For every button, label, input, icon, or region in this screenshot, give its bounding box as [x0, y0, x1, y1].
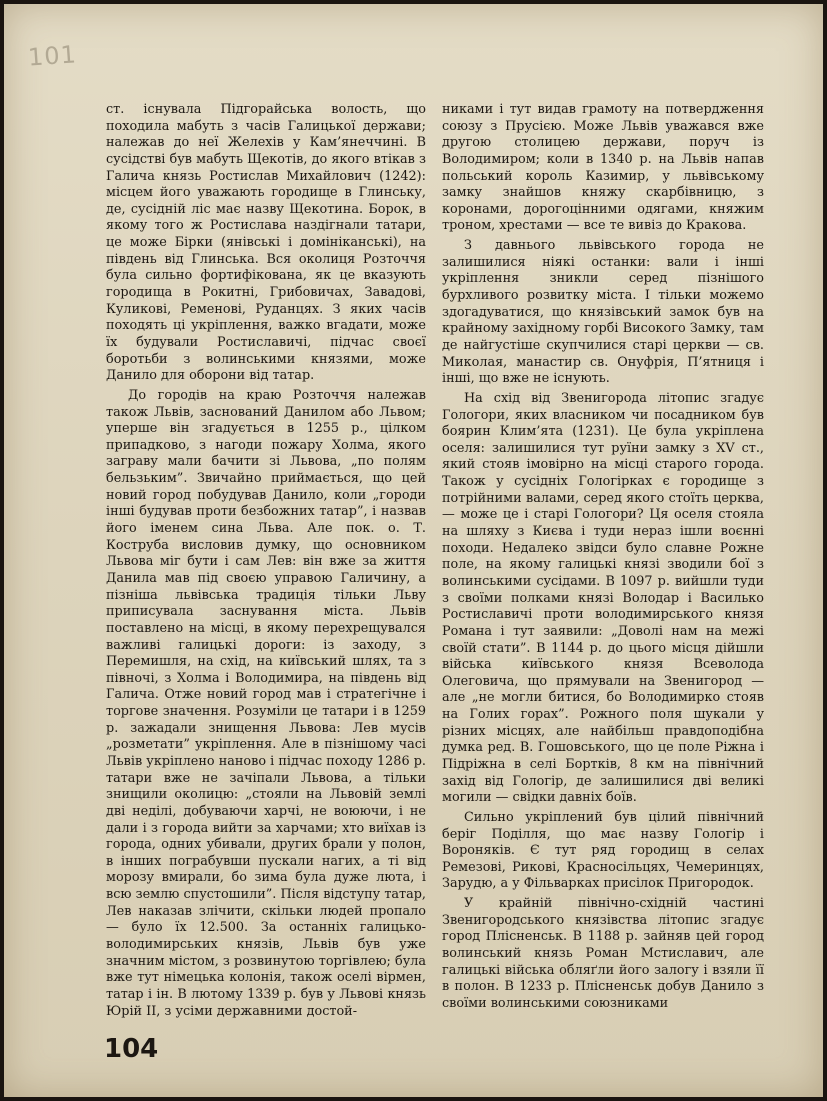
paragraph: никами і тут видав грамоту на потвердження союзу з Прусією. Може Львів уважався вже другою столицею держави, поруч із Володимиром; коли в 1340 р. на Львів напав польський король Казимир, у львівському замку знайшов княжу скарбівницю, з коронами, дорогоцінними одягами, княжим троном, хрестами — все те вивіз до Кракова.	[442, 102, 764, 234]
right-text-column	[442, 102, 764, 1013]
paragraph: Сильно укріплений був цілий північний беріг Поділля, що має назву Гологір і Вороняків. Є тут ряд городищ в селах Ремезові, Рикові, Красносільцях, Чемеринцях, Зарудю, а у Фільварках присілок Пригородок.	[442, 809, 764, 892]
page-number: 104	[104, 1034, 159, 1064]
book-page	[4, 4, 823, 1097]
left-text-column	[106, 102, 426, 1020]
handwritten-page-note: 101	[27, 40, 78, 72]
paragraph: З давнього львівського города не залишилися ніякі останки: вали і інші укріплення зникли серед пізнішого бурхливого розвитку міста. І тільки можемо здогадуватися, що князівський замок був на крайному західному горбі Високого Замку, там де найгустіше скупчилися старі церкви — св. Миколая, манастир св. Онуфрія, П’ятниця і інші, що вже не існують.	[442, 238, 764, 387]
paragraph: До городів на краю Розточчя належав також Львів, заснований Данилом або Львом; уперше він згадується в 1255 р., цілком припадково, з нагоди пожару Холма, якого заграву мали бачити зі Львова, „по полям бельзьким”. Звичайно приймається, що цей новий город побудував Данило, коли „городи інші будував проти безбожних татар”, і назвав його іменем сина Льва. Але пок. о. Т. Коструба висловив думку, що основником Львова міг бути і сам Лев: він вже за життя Данила мав під своєю управою Галичину, а пізніша львівська традиція тільки Льву приписувала заснування міста. Львів поставлено на місці, в якому перехрещувался важливі галицькі дороги: із заходу, з Перемишля, на схід, на київський шлях, та з півночі, з Холма і Володимира, на південь від Галича. Отже новий город мав і стратегічне і торгове значення. Розуміли це татари і в 1259 р. зажадали знищення Львова: Лев мусів „розметати” укріплення. Але в пізнішому часі Львів укріплено наново і підчас походу 1286 р. татари вже не зачіпали Львова, а тільки знищили околицю: „стояли на Львовій землі дві неділі, добуваючи харчі, не воюючи, і не дали і з города вийти за харчами; хто виїхав із города, одних убивали, других брали у полон, в інших пограбувши пускали нагих, а ті від морозу вмирали, бо зима була дуже люта, і всю землю спустошили”. Після відступу татар, Лев наказав злічити, скільки людей пропало — було їх 12.500. За останніх галицько-володимирських князів, Львів був уже значним містом, з розвинутою торгівлею; була вже тут німецька колонія, також оселі вірмен, татар і ін. В лютому 1339 р. був у Львові князь Юрій II, з усіми державними достой-	[106, 387, 426, 1019]
paragraph: ст. існувала Підгорайська волость, що походила мабуть з часів Галицької держави; належав до неї Желехів у Кам’янеччині. В сусідстві був мабуть Щекотів, до якого втікав з Галича князь Ростислав Михайлович (1242): місцем його уважають городище в Глинську, де, сусідній ліс має назву Щекотина. Борок, в якому того ж Ростислава наздігнали татари, це може Бірки (янівські і домініканські), на південь від Глинська. Вся околиця Розточчя була сильно фортифікована, як це вказують городища в Рокитні, Грибовичах, Завадові, Куликові, Ременові, Руданцях. З яких часів походять ці укріплення, важко вгадати, може їх будували Ростиславичі, підчас своєї боротьби з волинськими князями, може Данило для оборони від татар.	[106, 102, 426, 384]
paragraph: У крайній північно-східній частині Звенигородського князівства літопис згадує город Плісненськ. В 1188 р. зайняв цей город волинський князь Роман Мстиславич, але галицькі війська обляґли його залогу і взяли її в полон. В 1233 р. Плісненськ добув Данило з своїми волинськими союзниками	[442, 896, 764, 1011]
paragraph: На схід від Звенигорода літопис згадує Гологори, яких власником чи посадником був боярин Клим’ята (1231). Це була укріплена оселя: залишилися тут руїни замку з XV ст., який стояв імовірно на місці старого города. Також у сусідніх Гологірках є городище з потрійними валами, серед якого стоїть церква, — може це і старі Гологори? Ця оселя стояла на шляху з Києва і туди нераз ішли воєнні походи. Недалеко звідси було славне Рожне поле, на якому галицькі князі зводили бої з волинськими сусідами. В 1097 р. вийшли туди з своїми полками князі Володар і Василько Ростиславичі проти володимирського князя Романа і тут заявили: „Доволі нам на межі своїй стати”. В 1144 р. до цього місця дійшли війська київського князя Всеволода Олеговича, що прямували на Звенигород — але „не могли битися, бо Володимирко стояв на Голих горах”. Рожного поля шукали у різних місцях, але найбільш правдоподібна думка ред. В. Гошовського, що це поле Ріжна і Підріжна в селі Бортків, 8 км на північний захід від Гологір, де залишилися дві великі могили — свідки давніх боїв.	[442, 390, 764, 806]
